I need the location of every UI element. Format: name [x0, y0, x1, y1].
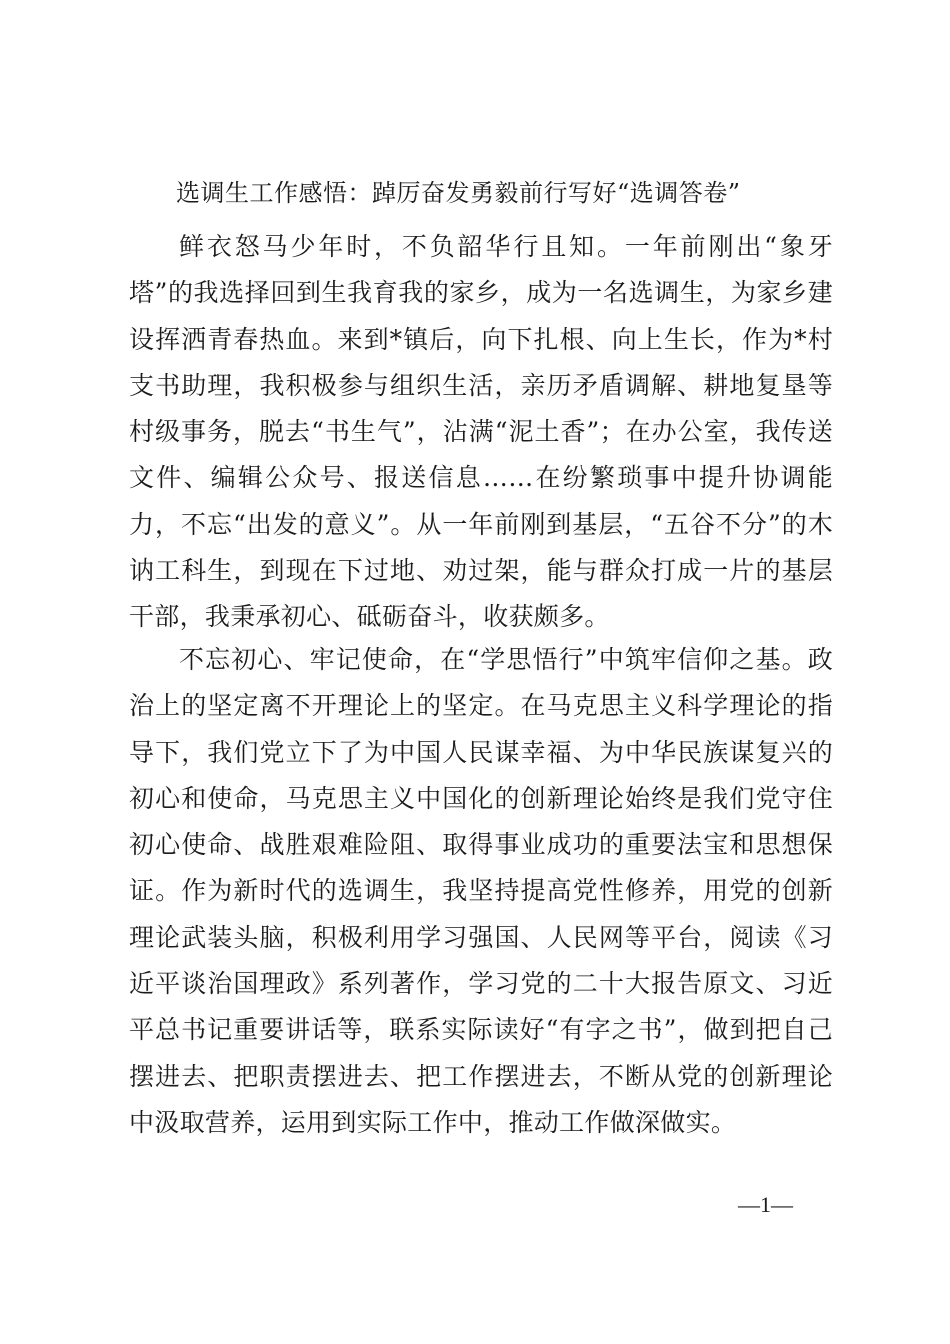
document-title: 选调生工作感悟：踔厉奋发勇毅前行写好“选调答卷” [176, 179, 741, 207]
paragraph: 鲜衣怒马少年时，不负韶华行且知。一年前刚出“象牙塔”的我选择回到生我育我的家乡，成为一名选调生，为家乡建设挥洒青春热血。来到*镇后，向下扎根、向上生长，作为*村支书助理，我积极参与组织生活，亲历矛盾调解、耕地复垦等村级事务，脱去“书生气”，沾满“泥土香”；在办公室，我传送文件、编辑公众号、报送信息……在纷繁琐事中提升协调能力，不忘“出发的意义”。从一年前刚到基层，“五谷不分”的木讷工科生，到现在下过地、劝过架，能与群众打成一片的基层干部，我秉承初心、砥砺奋斗，收获颇多。 [129, 232, 833, 632]
page-number: —1— [738, 1192, 793, 1217]
paragraph: 不忘初心、牢记使命，在“学思悟行”中筑牢信仰之基。政治上的坚定离不开理论上的坚定。在马克思主义科学理论的指导下，我们党立下了为中国人民谋幸福、为中华民族谋复兴的初心和使命，马克思主义中国化的创新理论始终是我们党守住初心使命、战胜艰难险阻、取得事业成功的重要法宝和思想保证。作为新时代的选调生，我坚持提高党性修养，用党的创新理论武装头脑，积极利用学习强国、人民网等平台，阅读《习近平谈治国理政》系列著作，学习党的二十大报告原文、习近平总书记重要讲话等，联系实际读好“有字之书”，做到把自己摆进去、把职责摆进去、把工作摆进去，不断从党的创新理论中汲取营养，运用到实际工作中，推动工作做深做实。 [129, 645, 833, 1137]
